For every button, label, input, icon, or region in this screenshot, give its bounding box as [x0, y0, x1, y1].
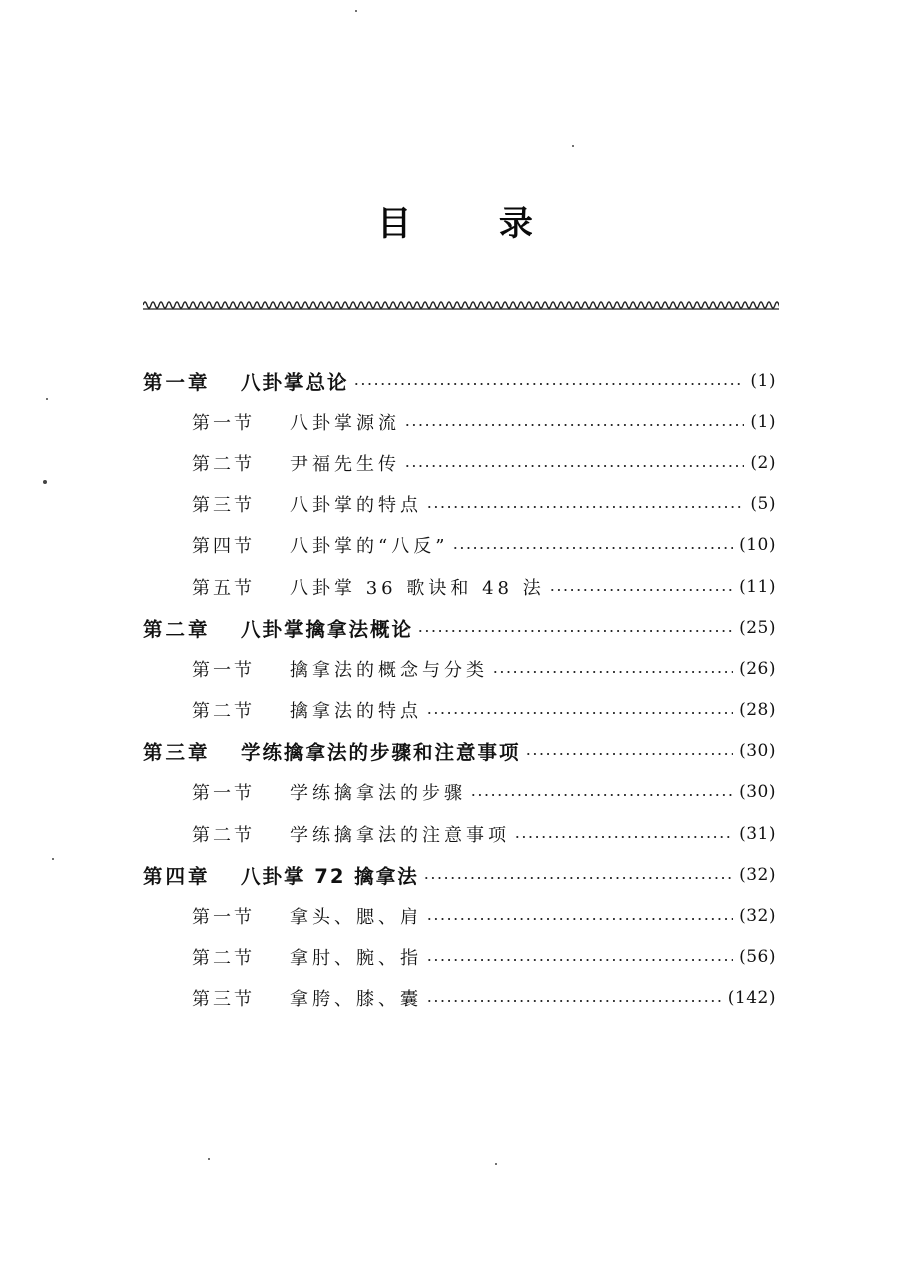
page-number: (1): [750, 370, 776, 391]
section-title: 八卦掌源流: [290, 412, 400, 434]
toc-section[interactable]: [143, 566, 776, 607]
page-number: (26): [739, 658, 776, 679]
toc-section[interactable]: [143, 525, 776, 566]
section-title: 擒拿法的特点: [290, 701, 422, 723]
dot-leader: [426, 712, 733, 714]
dot-leader: [452, 547, 733, 549]
section-label: 第三节: [192, 495, 255, 517]
dot-leader: [404, 424, 744, 426]
scan-speck: [495, 1163, 497, 1165]
toc-chapter-4[interactable]: [143, 854, 776, 895]
chapter-label: 第四章: [143, 864, 211, 888]
page-number: (32): [739, 864, 776, 885]
chapter-label: 第三章: [143, 741, 211, 765]
scan-speck: [43, 480, 47, 484]
toc-chapter-1[interactable]: [143, 360, 776, 401]
dot-leader: [426, 1000, 722, 1002]
page-number: (31): [739, 823, 776, 844]
chapter-title: 八卦掌擒拿法概论: [241, 617, 414, 641]
dot-leader: [404, 465, 744, 467]
toc-chapter-2[interactable]: [143, 607, 776, 648]
section-title: 拿头、腮、肩: [290, 907, 422, 929]
page-number: (30): [739, 741, 776, 762]
page-number: (1): [750, 411, 776, 432]
toc-section[interactable]: [143, 690, 776, 731]
dot-leader: [549, 589, 733, 591]
dot-leader: [426, 918, 733, 920]
scan-speck: [572, 145, 574, 147]
section-label: 第一节: [192, 412, 255, 434]
page-number: (2): [750, 452, 776, 473]
page-number: (56): [739, 947, 776, 968]
toc-section[interactable]: [143, 937, 776, 978]
scan-speck: [52, 858, 54, 860]
toc-chapter-3[interactable]: [143, 731, 776, 772]
toc-section[interactable]: [143, 895, 776, 936]
dot-leader: [525, 753, 734, 755]
section-title: 学练擒拿法的注意事项: [290, 824, 510, 846]
dot-leader: [423, 877, 733, 879]
section-title: 擒拿法的概念与分类: [290, 659, 488, 681]
dot-leader: [426, 506, 744, 508]
toc-section[interactable]: [143, 648, 776, 689]
section-label: 第五节: [192, 577, 255, 599]
page-number: (5): [750, 494, 776, 515]
section-title: 尹福先生传: [290, 453, 400, 475]
chapter-title: 八卦掌 72 擒拿法: [241, 864, 419, 888]
dot-leader: [514, 836, 733, 838]
toc-list: [143, 360, 776, 1019]
section-label: 第三节: [192, 989, 255, 1011]
chapter-label: 第二章: [143, 617, 211, 641]
scan-speck: [208, 1158, 210, 1160]
chapter-label: 第一章: [143, 370, 211, 394]
section-label: 第一节: [192, 659, 255, 681]
scan-speck: [355, 10, 357, 12]
toc-section[interactable]: [143, 401, 776, 442]
section-label: 第一节: [192, 783, 255, 805]
page-number: (11): [739, 576, 776, 597]
toc-section[interactable]: [143, 484, 776, 525]
toc-section[interactable]: [143, 772, 776, 813]
section-title: 八卦掌的特点: [290, 495, 422, 517]
section-label: 第二节: [192, 701, 255, 723]
dot-leader: [417, 630, 733, 632]
page-number: (28): [739, 700, 776, 721]
page-number: (25): [739, 617, 776, 638]
section-label: 第四节: [192, 536, 255, 558]
section-label: 第一节: [192, 907, 255, 929]
toc-section[interactable]: [143, 978, 776, 1019]
page-number: (10): [739, 535, 776, 556]
section-title: 拿胯、膝、囊: [290, 989, 422, 1011]
section-label: 第二节: [192, 824, 255, 846]
section-title: 学练擒拿法的步骤: [290, 783, 466, 805]
dot-leader: [353, 383, 745, 385]
dot-leader: [470, 794, 733, 796]
chapter-title: 八卦掌总论: [241, 370, 349, 394]
section-title: 拿肘、腕、指: [290, 948, 422, 970]
section-title: 八卦掌的“八反”: [290, 536, 449, 558]
toc-section[interactable]: [143, 813, 776, 854]
page-number: (30): [739, 782, 776, 803]
page-number: (32): [739, 906, 776, 927]
ornament-divider: [143, 298, 779, 312]
scan-speck: [46, 398, 48, 400]
chapter-title: 学练擒拿法的步骤和注意事项: [241, 741, 521, 765]
page-title: 目 录: [377, 204, 571, 244]
section-title: 八卦掌 36 歌诀和 48 法: [290, 577, 545, 599]
dot-leader: [426, 959, 733, 961]
toc-section[interactable]: [143, 442, 776, 483]
dot-leader: [492, 671, 733, 673]
section-label: 第二节: [192, 948, 255, 970]
page-number: (142): [727, 988, 776, 1009]
section-label: 第二节: [192, 453, 255, 475]
